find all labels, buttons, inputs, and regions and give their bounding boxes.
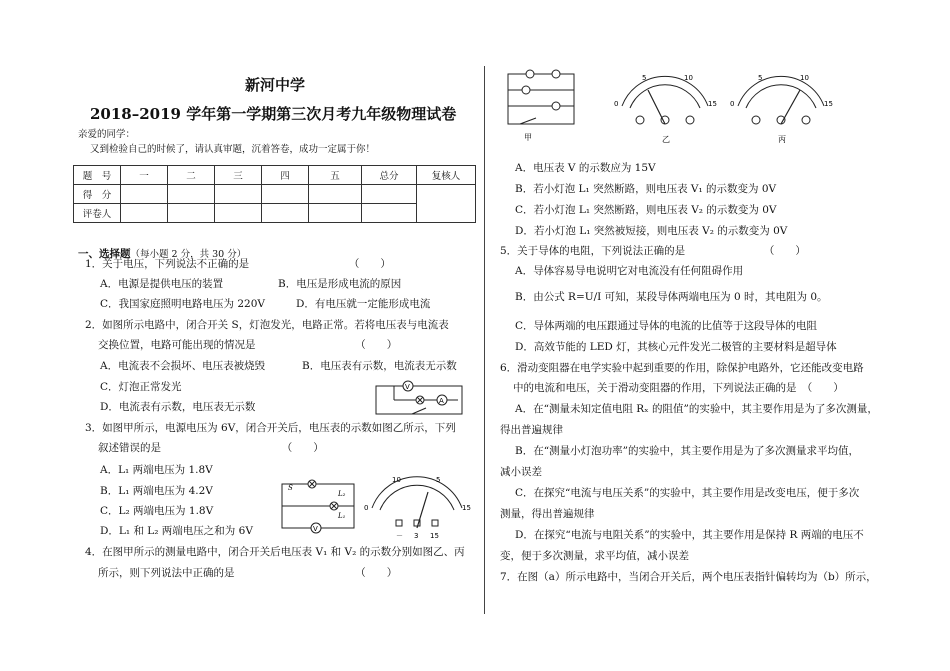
dial-label: 5 [642,74,647,82]
option-6a-cont: 得出普遍规律 [500,424,563,436]
question-3: 3．如图甲所示，电源电压为 6V，闭合开关后，电压表的示数如图乙所示，下列 [85,422,456,434]
option-1c: C．我国家庭照明电路电压为 220V [100,298,265,310]
question-4: 4．在图甲所示的测量电路中，闭合开关后电压表 V₁ 和 V₂ 的示数分别如图乙、丙 [85,546,465,558]
dial-label: 15 [462,504,471,512]
score-cell: 评卷人 [74,204,121,223]
score-cell: 三 [215,166,262,185]
option-4d: D．若小灯泡 L₁ 突然被短接，则电压表 V₂ 的示数变为 0V [515,225,788,237]
score-cell: 题 号 [74,166,121,185]
option-1d: D．有电压就一定能形成电流 [296,298,431,310]
option-5b: B．由公式 R=U/I 可知，某段导体两端电压为 0 时，其电阻为 0。 [515,291,828,303]
dial-label: 0 [364,504,369,512]
ammeter-label: A [439,397,444,405]
dial-label: 10 [392,476,401,484]
option-2b: B．电压表有示数，电流表无示数 [302,360,457,372]
exam-title: 2018–2019 学年第一学期第三次月考九年级物理试卷 [90,105,457,123]
dial-label: 15 [708,100,717,108]
q4-meter-yi [612,70,718,146]
score-cell: 二 [168,166,215,185]
q3-l2-label: L₂ [338,490,346,498]
question-2: 2．如图所示电路中，闭合开关 S，灯泡发光，电路正常。若将电压表与电流表 [85,319,449,331]
score-table [73,165,476,223]
option-6b-cont: 减小误差 [500,466,542,478]
score-cell: 五 [309,166,362,185]
score-cell[interactable] [121,185,168,204]
option-4c: C．若小灯泡 L₁ 突然断路，则电压表 V₂ 的示数变为 0V [515,204,777,216]
q3-circuit-figure [276,478,360,536]
option-3b: B．L₁ 两端电压为 4.2V [100,485,213,497]
score-cell[interactable] [362,204,417,223]
score-cell: 一 [121,166,168,185]
terminal-label: 3 [414,532,419,540]
dial-label: 10 [684,74,693,82]
dial-label: 15 [824,100,833,108]
figure-label-yi: 乙 [662,135,670,144]
q4-circuit-figure [500,66,586,144]
question-4-cont: 所示，则下列说法中正确的是 （ ） [98,567,398,579]
greeting: 亲爱的同学： [78,129,136,140]
option-1a: A．电源是提供电压的装置 [100,278,224,290]
figure-label-jia: 甲 [524,133,532,142]
score-cell[interactable] [121,204,168,223]
score-cell: 得 分 [74,185,121,204]
dial-label: 0 [614,100,619,108]
q3-voltmeter-dial [362,470,472,542]
score-cell[interactable] [309,204,362,223]
score-cell[interactable] [262,185,309,204]
option-4b: B．若小灯泡 L₁ 突然断路，则电压表 V₁ 的示数变为 0V [515,183,777,195]
option-5a: A．导体容易导电说明它对电流没有任何阻碍作用 [515,265,744,277]
dial-label: 5 [758,74,763,82]
question-3-cont: 叙述错误的是 （ ） [98,442,324,454]
q3-l1-label: L₁ [338,512,346,520]
option-6d: D．在探究“电流与电阻关系”的实验中，其主要作用是保持 R 两端的电压不 [515,529,864,541]
option-3c: C．L₂ 两端电压为 1.8V [100,505,214,517]
score-cell[interactable] [168,204,215,223]
dial-label: 5 [436,476,441,484]
option-3a: A．L₁ 两端电压为 1.8V [100,464,213,476]
score-cell: 四 [262,166,309,185]
option-5d: D．高效节能的 LED 灯，其核心元件发光二极管的主要材料是超导体 [515,341,837,353]
option-6d-cont: 变，便于多次测量，求平均值，减小误差 [500,550,689,562]
score-cell[interactable] [215,185,262,204]
score-cell: 复核人 [417,166,476,185]
dial-label: 10 [800,74,809,82]
section-title: 一、选择题 [78,248,131,260]
question-7: 7．在图（a）所示电路中，当闭合开关后，两个电压表指针偏转均为（b）所示， [500,571,877,583]
figure-label-bing: 丙 [778,135,786,144]
option-3d: D．L₁ 和 L₂ 两端电压之和为 6V [100,525,253,537]
score-cell[interactable] [417,185,476,223]
voltmeter-label: V [405,383,410,391]
terminal-label: － [396,532,403,540]
school-name: 新河中学 [245,76,306,94]
score-cell[interactable] [215,204,262,223]
score-cell[interactable] [362,185,417,204]
option-2c: C．灯泡正常发光 [100,381,182,393]
option-4a: A．电压表 V 的示数应为 15V [515,162,656,174]
option-6c: C．在探究“电流与电压关系”的实验中，其主要作用是改变电压，便于多次 [515,487,860,499]
question-5: 5．关于导体的电阻，下列说法正确的是 （ ） [500,245,806,257]
option-6a: A．在“测量未知定值电阻 Rₓ 的阻值”的实验中，其主要作用是为了多次测量， [515,403,878,415]
option-2d: D．电流表有示数，电压表无示数 [100,401,256,413]
question-1: 1．关于电压，下列说法不正确的是 （ ） [85,258,391,270]
question-2-cont: 交换位置，电路可能出现的情况是 （ ） [98,339,398,351]
score-cell: 总分 [362,166,417,185]
question-6: 6．滑动变阻器在电学实验中起到重要的作用，除保护电路外，它还能改变电路 [500,362,864,374]
option-6b: B．在“测量小灯泡功率”的实验中，其主要作用是为了多次测量求平均值， [515,445,859,457]
q3-switch-label: S [288,484,293,492]
question-6-cont: 中的电流和电压，关于滑动变阻器的作用，下列说法正确的是 （ ） [513,382,844,394]
score-cell[interactable] [168,185,215,204]
q2-circuit-figure [372,380,468,418]
q4-meter-bing [728,70,834,146]
score-cell[interactable] [309,185,362,204]
option-2a: A．电流表不会损坏、电压表被烧毁 [100,360,266,372]
section-note: （每小题 2 分，共 30 分） [130,249,247,260]
option-1b: B．电压是形成电流的原因 [278,278,402,290]
dial-label: 0 [730,100,735,108]
q3-voltmeter-label: V [313,525,318,533]
encouragement: 又到检验自己的时候了，请认真审题，沉着答卷，成功一定属于你！ [90,144,376,155]
terminal-label: 15 [430,532,439,540]
column-divider [484,66,485,614]
option-5c: C．导体两端的电压跟通过导体的电流的比值等于这段导体的电阻 [515,320,818,332]
option-6c-cont: 测量，得出普遍规律 [500,508,595,520]
score-cell[interactable] [262,204,309,223]
